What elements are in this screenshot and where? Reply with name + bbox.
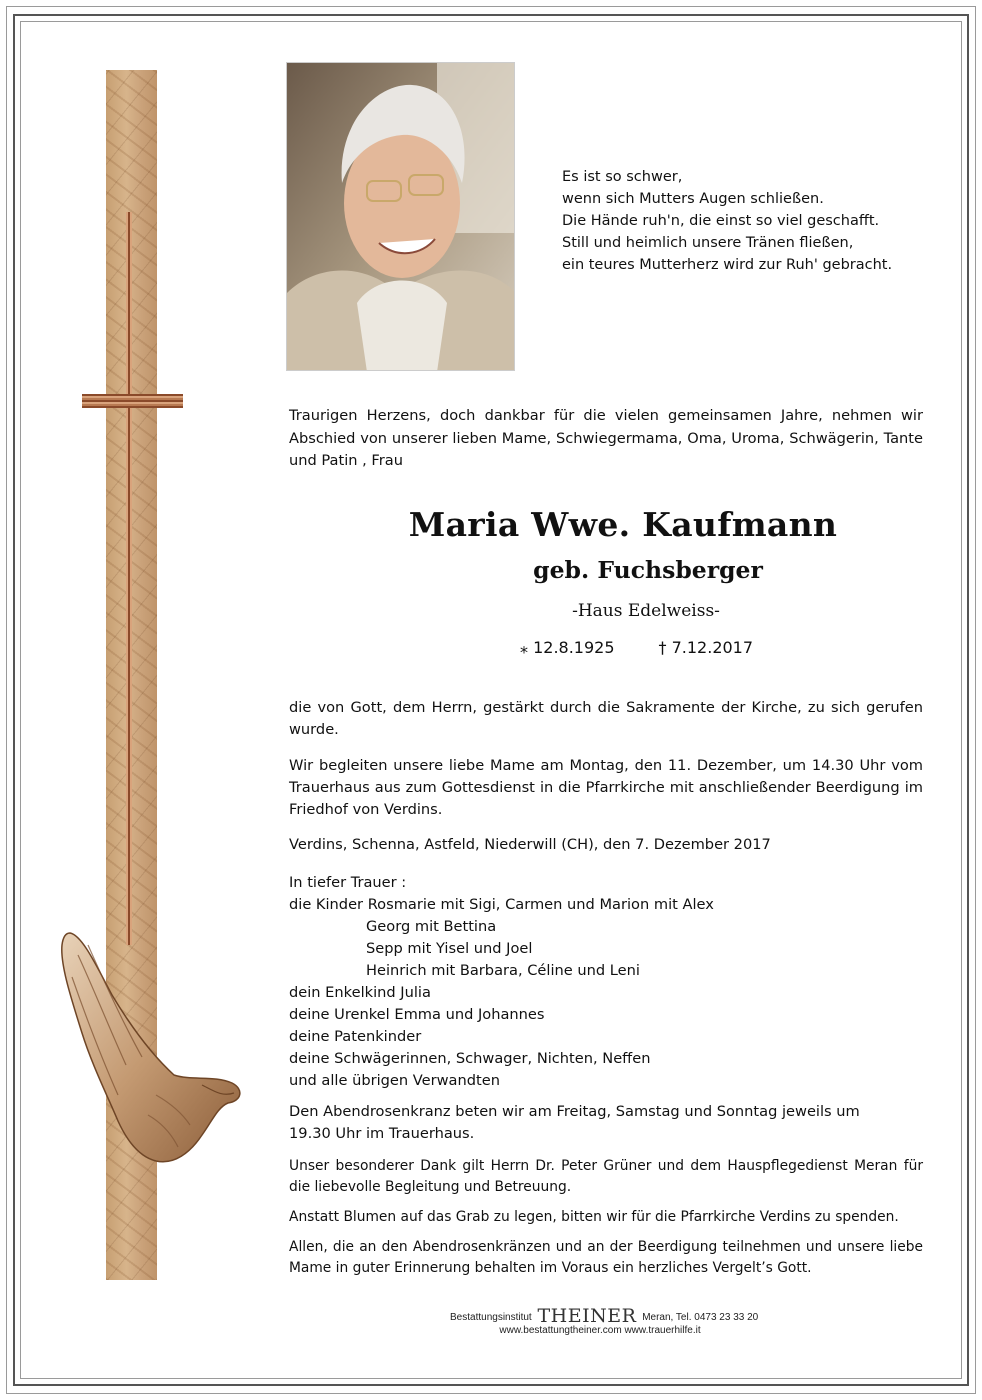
maiden-name: geb. Fuchsberger — [533, 556, 763, 584]
poem — [562, 166, 942, 276]
funeral-paragraph: Wir begleiten unsere liebe Mame am Montag, den 11. Dezember, um 14.30 Uhr vom Trauerhaus aus zum Gottesdienst in die Pfarrkirche mit anschließender Beerdigung im Friedhof von Verdins. — [289, 757, 923, 818]
poem-line: Es ist so schwer, — [562, 169, 683, 185]
list-item: dein Enkelkind Julia — [289, 984, 431, 1001]
mourners-heading: In tiefer Trauer : — [289, 874, 407, 891]
rosary-paragraph: Den Abendrosenkranz beten wir am Freitag, Samstag und Sonntag jeweils um 19.30 Uhr im Trauerhaus. — [289, 1103, 860, 1142]
list-item: Georg mit Bettina — [366, 918, 497, 935]
list-item: deine Patenkinder — [289, 1028, 422, 1045]
list-item: Sepp mit Yisel und Joel — [366, 940, 533, 957]
poem-line: Die Hände ruh'n, die einst so viel geschafft. — [562, 213, 880, 229]
cross-inlay-line — [126, 212, 132, 945]
list-item: die Kinder Rosmarie mit Sigi, Carmen und Marion mit Alex — [289, 896, 714, 913]
portrait-photo — [286, 62, 515, 371]
house-name: -Haus Edelweiss- — [572, 601, 720, 621]
cross-beam — [82, 394, 183, 408]
list-item: Heinrich mit Barbara, Céline und Leni — [366, 962, 640, 979]
birth-date: ⁎ 12.8.1925 — [520, 638, 615, 657]
mourners-list — [289, 872, 923, 1092]
list-item: und alle übrigen Verwandten — [289, 1072, 500, 1089]
poem-line: ein teures Mutterherz wird zur Ruh' gebracht. — [562, 257, 893, 273]
footer-websites: www.bestattungtheiner.com www.trauerhilfe.it — [499, 1325, 701, 1336]
place-date: Verdins, Schenna, Astfeld, Niederwill (CH), den 7. Dezember 2017 — [289, 836, 771, 853]
list-item: deine Schwägerinnen, Schwager, Nichten, Neffen — [289, 1050, 651, 1067]
called-paragraph: die von Gott, dem Herrn, gestärkt durch die Sakramente der Kirche, zu sich gerufen wurde. — [289, 699, 923, 738]
death-date: † 7.12.2017 — [658, 638, 754, 657]
funeral-home-footer — [450, 1305, 790, 1336]
funeral-home-logo: THEINER — [537, 1305, 637, 1327]
poem-line: Still und heimlich unsere Tränen fließen, — [562, 235, 854, 251]
footer-contact: Meran, Tel. 0473 23 33 20 — [642, 1312, 759, 1323]
praying-hands-icon — [52, 925, 247, 1170]
life-dates — [520, 638, 820, 657]
flowers-paragraph: Anstatt Blumen auf das Grab zu legen, bitten wir für die Pfarrkirche Verdins zu spenden. — [289, 1209, 899, 1225]
list-item: deine Urenkel Emma und Johannes — [289, 1006, 545, 1023]
deceased-name: Maria Wwe. Kaufmann — [408, 505, 838, 544]
footer-prefix: Bestattungsinstitut — [450, 1312, 532, 1323]
thanks-paragraph: Unser besonderer Dank gilt Herrn Dr. Peter Grüner und dem Hauspflegedienst Meran für die liebevolle Begleitung und Betreuung. — [289, 1158, 923, 1195]
intro-paragraph: Traurigen Herzens, doch dankbar für die vielen gemeinsamen Jahre, nehmen wir Abschied von unserer lieben Mame, Schwiegermama, Oma, Uroma, Schwägerin, Tante und Patin , Frau — [289, 407, 923, 469]
closing-paragraph: Allen, die an den Abendrosenkränzen und an der Beerdigung teilnehmen und unsere liebe Mame in guter Erinnerung behalten im Voraus ein herzliches Vergelt’s Gott. — [289, 1239, 923, 1276]
poem-line: wenn sich Mutters Augen schließen. — [562, 191, 824, 207]
